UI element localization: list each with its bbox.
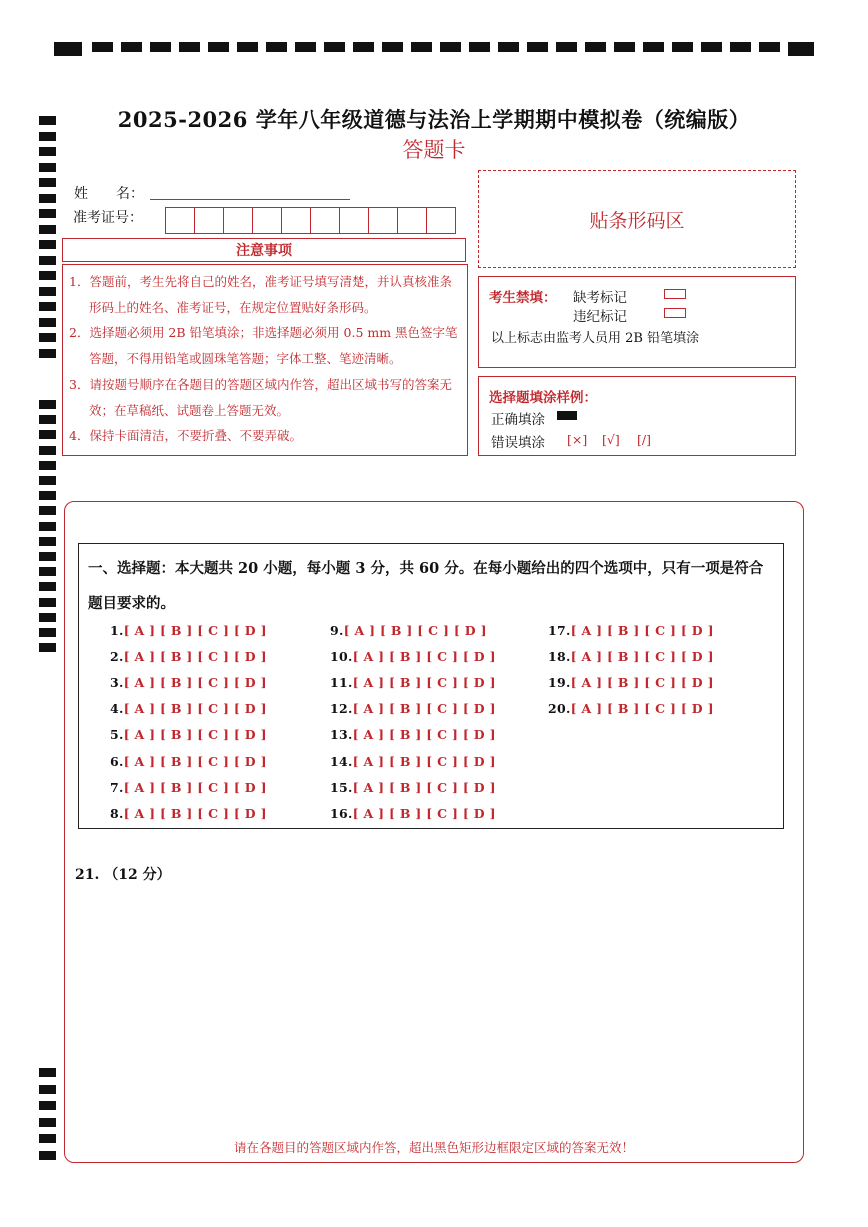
- mc-question-row: [110, 701, 267, 716]
- timing-mark: [39, 446, 56, 455]
- mc-question-row: [548, 623, 714, 638]
- question-number: 8.: [110, 805, 124, 821]
- timing-mark: [295, 42, 316, 52]
- exam-id-digit-box[interactable]: [426, 207, 456, 234]
- question-number: 3.: [110, 675, 124, 691]
- notice-item: 1．答题前，考生先将自己的姓名，准考证号填写清楚，并认真核准条形码上的姓名、准考证号，在规定位置贴好条形码。: [69, 274, 452, 315]
- question-number: 9.: [330, 623, 344, 638]
- answer-options[interactable]: [ A ] [ B ] [ C ] [ D ]: [570, 701, 714, 717]
- question-number: 16.: [330, 805, 353, 821]
- mc-instruction-line2: 题目要求的。: [88, 595, 175, 612]
- answer-options[interactable]: [ A ] [ B ] [ C ] [ D ]: [352, 675, 496, 691]
- mc-question-row: [330, 806, 496, 821]
- answer-options[interactable]: [ A ] [ B ] [ C ] [ D ]: [123, 649, 267, 665]
- timing-mark: [382, 42, 403, 52]
- mc-question-row: [548, 675, 714, 690]
- timing-mark: [39, 178, 56, 187]
- timing-mark: [672, 42, 693, 52]
- question-number: 13.: [330, 727, 353, 743]
- question-number: 5.: [110, 727, 124, 743]
- timing-mark: [469, 42, 490, 52]
- exam-id-boxes[interactable]: [166, 207, 456, 234]
- timing-mark: [39, 1101, 56, 1110]
- answer-options[interactable]: [ A ] [ B ] [ C ] [ D ]: [352, 649, 496, 665]
- answer-options[interactable]: [ A ] [ B ] [ C ] [ D ]: [123, 779, 267, 795]
- mc-question-row: [330, 754, 496, 769]
- answer-options[interactable]: [ A ] [ B ] [ C ] [ D ]: [352, 727, 496, 743]
- mc-instruction-line1: 一、选择题：本大题共 20 小题，每小题 3 分，共 60 分。在每小题给出的四个选项中，只有一项是符合: [88, 560, 764, 577]
- timing-mark: [39, 461, 56, 470]
- notice-item: 3．请按题号顺序在各题目的答题区域内作答，超出区域书写的答案无效；在草稿纸、试题卷上答题无效。: [69, 376, 452, 418]
- timing-mark: [39, 598, 56, 607]
- violation-mark-box[interactable]: [664, 308, 686, 318]
- exam-id-digit-box[interactable]: [281, 207, 311, 234]
- question-number: 14.: [330, 753, 353, 769]
- question-21-heading: 21. （12 分）: [75, 867, 171, 883]
- correct-fill-sample: [557, 411, 577, 420]
- answer-options[interactable]: [ A ] [ B ] [ C ] [ D ]: [570, 675, 714, 691]
- timing-mark: [150, 42, 171, 52]
- mc-question-row: [110, 649, 267, 664]
- timing-mark: [440, 42, 461, 52]
- absent-mark-box[interactable]: [664, 289, 686, 299]
- timing-mark: [39, 302, 56, 311]
- examinee-forbidden-box: [478, 276, 796, 368]
- timing-mark: [39, 1068, 56, 1077]
- timing-mark: [39, 318, 56, 327]
- timing-mark: [39, 613, 56, 622]
- exam-id-digit-box[interactable]: [165, 207, 195, 234]
- answer-options[interactable]: [ A ] [ B ] [ C ] [ D ]: [352, 701, 496, 717]
- question-number: 19.: [548, 675, 571, 691]
- timing-mark: [39, 400, 56, 409]
- exam-id-digit-box[interactable]: [223, 207, 253, 234]
- question-number: 20.: [548, 701, 571, 717]
- timing-mark: [730, 42, 751, 52]
- timing-mark: [643, 42, 664, 52]
- timing-mark: [237, 42, 258, 52]
- fill-example-title: 选择题填涂样例：: [489, 390, 597, 406]
- timing-mark: [498, 42, 519, 52]
- timing-mark: [39, 491, 56, 500]
- answer-options[interactable]: [ A ] [ B ] [ C ] [ D ]: [343, 623, 487, 638]
- mc-question-row: [110, 727, 267, 742]
- timing-mark: [39, 506, 56, 515]
- timing-mark: [39, 209, 56, 218]
- timing-mark: [39, 333, 56, 342]
- timing-mark: [39, 287, 56, 296]
- timing-mark: [614, 42, 635, 52]
- timing-mark: [266, 42, 287, 52]
- timing-mark: [39, 1085, 56, 1094]
- violation-mark-label: 违纪标记: [573, 309, 627, 325]
- barcode-label: 贴条形码区: [589, 209, 685, 232]
- timing-mark: [179, 42, 200, 52]
- question-number: 10.: [330, 649, 353, 665]
- mc-question-row: [330, 780, 496, 795]
- notice-item: 4．保持卡面清洁，不要折叠、不要弄破。: [69, 428, 302, 444]
- question-number: 11.: [330, 675, 353, 691]
- mc-question-row: [110, 754, 267, 769]
- answer-options[interactable]: [ A ] [ B ] [ C ] [ D ]: [352, 753, 496, 769]
- timing-mark: [788, 42, 814, 56]
- mc-question-row: [330, 701, 496, 716]
- absent-mark-label: 缺考标记: [573, 290, 627, 306]
- timing-mark: [39, 1118, 56, 1127]
- timing-mark: [556, 42, 577, 52]
- correct-fill-label: 正确填涂: [491, 412, 545, 428]
- exam-id-digit-box[interactable]: [339, 207, 369, 234]
- mc-question-row: [110, 780, 267, 795]
- timing-mark: [39, 415, 56, 424]
- timing-mark: [39, 194, 56, 203]
- timing-mark: [324, 42, 345, 52]
- timing-mark: [39, 225, 56, 234]
- wrong-fill-sample: [√]: [602, 432, 620, 447]
- barcode-area: [478, 170, 796, 268]
- timing-mark: [121, 42, 142, 52]
- notice-heading: 注意事项: [62, 238, 466, 262]
- timing-mark: [39, 567, 56, 576]
- timing-mark: [585, 42, 606, 52]
- answer-options[interactable]: [ A ] [ B ] [ C ] [ D ]: [123, 727, 267, 743]
- page-title: 2025-2026 学年八年级道德与法治上学期期中模拟卷（统编版）: [117, 107, 751, 132]
- answer-options[interactable]: [ A ] [ B ] [ C ] [ D ]: [570, 649, 714, 665]
- timing-mark: [39, 256, 56, 265]
- mc-question-row: [330, 623, 487, 638]
- answer-options[interactable]: [ A ] [ B ] [ C ] [ D ]: [123, 675, 267, 691]
- answer-options[interactable]: [ A ] [ B ] [ C ] [ D ]: [123, 623, 267, 638]
- fill-example-box: [478, 376, 796, 456]
- mc-question-row: [548, 701, 714, 716]
- notice-box: [62, 264, 468, 456]
- notice-item: 2．选择题必须用 2B 铅笔填涂；非选择题必须用 0.5 mm 黑色签字笔答题，不得用铅笔或圆珠笔答题；字体工整、笔迹清晰。: [69, 325, 458, 367]
- timing-mark: [39, 476, 56, 485]
- name-label: 姓 名：: [74, 186, 144, 202]
- timing-mark: [39, 628, 56, 637]
- exam-id-digit-box[interactable]: [310, 207, 340, 234]
- mc-question-row: [110, 675, 267, 690]
- question-number: 18.: [548, 649, 571, 665]
- mc-question-row: [548, 649, 714, 664]
- timing-mark: [208, 42, 229, 52]
- mc-question-row: [330, 675, 496, 690]
- mc-question-row: [110, 623, 267, 638]
- answer-options[interactable]: [ A ] [ B ] [ C ] [ D ]: [352, 779, 496, 795]
- question-number: 12.: [330, 701, 353, 717]
- timing-mark: [701, 42, 722, 52]
- timing-mark: [39, 240, 56, 249]
- forbidden-title: 考生禁填：: [489, 290, 557, 306]
- question-number: 4.: [110, 701, 124, 717]
- question-number: 7.: [110, 779, 124, 795]
- mc-question-row: [330, 649, 496, 664]
- timing-mark: [39, 643, 56, 652]
- timing-mark: [39, 537, 56, 546]
- question-number: 1.: [110, 623, 124, 638]
- timing-mark: [411, 42, 432, 52]
- question-number: 17.: [548, 623, 571, 638]
- mc-question-row: [110, 806, 267, 821]
- answer-options[interactable]: [ A ] [ B ] [ C ] [ D ]: [570, 623, 714, 638]
- timing-mark: [39, 552, 56, 561]
- exam-id-digit-box[interactable]: [368, 207, 398, 234]
- question-number: 6.: [110, 753, 124, 769]
- mc-question-row: [330, 727, 496, 742]
- timing-mark: [92, 42, 113, 52]
- timing-mark: [39, 271, 56, 280]
- name-field[interactable]: [150, 199, 350, 200]
- exam-id-digit-box[interactable]: [252, 207, 282, 234]
- timing-mark: [39, 430, 56, 439]
- question-number: 15.: [330, 779, 353, 795]
- timing-mark: [54, 42, 82, 56]
- page-subtitle: 答题卡: [402, 138, 466, 162]
- footer-warning: 请在各题目的答题区域内作答，超出黑色矩形边框限定区域的答案无效！: [233, 1140, 634, 1155]
- timing-mark: [39, 522, 56, 531]
- timing-mark: [353, 42, 374, 52]
- timing-mark: [39, 349, 56, 358]
- wrong-fill-sample: [×]: [567, 432, 588, 447]
- answer-options[interactable]: [ A ] [ B ] [ C ] [ D ]: [352, 805, 496, 821]
- exam-id-label: 准考证号：: [73, 210, 143, 226]
- forbidden-note: 以上标志由监考人员用 2B 铅笔填涂: [491, 331, 700, 346]
- exam-id-digit-box[interactable]: [194, 207, 224, 234]
- wrong-fill-sample: [/]: [637, 432, 651, 447]
- answer-options[interactable]: [ A ] [ B ] [ C ] [ D ]: [123, 805, 267, 821]
- exam-id-digit-box[interactable]: [397, 207, 427, 234]
- timing-mark: [759, 42, 780, 52]
- timing-mark: [527, 42, 548, 52]
- wrong-fill-label: 错误填涂: [491, 435, 545, 451]
- timing-mark: [39, 582, 56, 591]
- question-number: 2.: [110, 649, 124, 665]
- answer-options[interactable]: [ A ] [ B ] [ C ] [ D ]: [123, 701, 267, 717]
- answer-options[interactable]: [ A ] [ B ] [ C ] [ D ]: [123, 753, 267, 769]
